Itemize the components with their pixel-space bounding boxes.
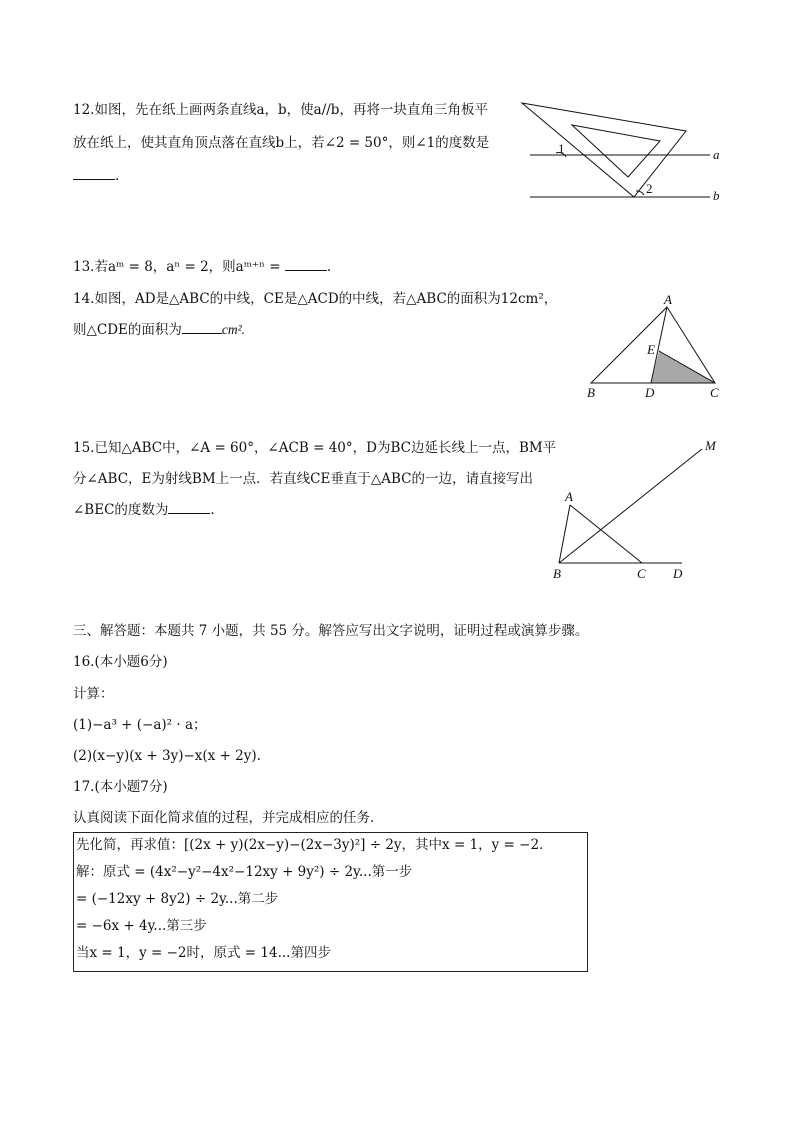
section-3-heading: 三、解答题：本题共 7 小题，共 55 分。解答应写出文字说明，证明过程或演算步骤。 — [73, 623, 589, 639]
q16-part-1: (1)−a³ + (−a)² · a； — [73, 717, 207, 733]
point-b-label: B — [553, 566, 561, 581]
triangle-inner — [572, 125, 660, 177]
q17-heading: 17.(本小题7分) — [73, 779, 168, 795]
point-d-label: D — [645, 385, 655, 400]
q17-solution-box — [73, 832, 588, 972]
point-d-label: D — [673, 566, 683, 581]
q16-intro: 计算： — [73, 686, 114, 702]
segment-ac — [570, 505, 642, 563]
q14-line-2: 则△CDE的面积为 cm². — [73, 322, 246, 338]
q12-figure — [520, 95, 730, 210]
q14-figure — [585, 290, 735, 405]
point-b-label: B — [587, 385, 595, 400]
angle-2-label: 2 — [646, 181, 653, 196]
line-b-label: b — [713, 188, 720, 203]
q12-line-2: 放在纸上，使其直角顶点落在直线b上，若∠2 = 50°，则∠1的度数是 — [73, 135, 490, 151]
q13-line: 13.若aᵐ = 8，aⁿ = 2，则aᵐ⁺ⁿ = . — [73, 259, 332, 275]
point-a-label: A — [565, 489, 573, 504]
q12-line-1: 12.如图，先在纸上画两条直线a，b，使a//b，再将一块直角三角板平 — [73, 102, 488, 118]
line-a-label: a — [713, 147, 720, 162]
answer-blank — [168, 500, 210, 514]
answer-blank — [285, 257, 327, 271]
box-line-3: = (−12xy + 8y2) ÷ 2y...第二步 — [76, 891, 279, 907]
angle-1-label: 1 — [558, 141, 565, 156]
box-line-2: 解：原式 = (4x²−y²−4x²−12xy + 9y²) ÷ 2y...第一步 — [76, 864, 413, 880]
q15-figure — [550, 435, 730, 585]
answer-blank — [73, 166, 115, 180]
segment-ab — [559, 505, 570, 563]
point-a-label: A — [664, 292, 672, 307]
point-c-label: C — [710, 385, 719, 400]
ray-bm — [559, 449, 702, 563]
point-c-label: C — [637, 566, 646, 581]
point-e-label: E — [647, 342, 655, 357]
answer-blank — [182, 320, 222, 334]
q17-intro: 认真阅读下面化简求值的过程，并完成相应的任务． — [73, 810, 384, 826]
point-m-label: M — [705, 438, 716, 453]
q15-line-3: ∠BEC的度数为 . — [73, 502, 215, 518]
q14-line-1: 14.如图，AD是△ABC的中线，CE是△ACD的中线，若△ABC的面积为12cm²， — [73, 291, 558, 307]
q12-line-3: . — [73, 166, 119, 186]
q15-line-1: 15.已知△ABC中，∠A = 60°，∠ACB = 40°，D为BC边延长线上一点，BM平 — [73, 440, 557, 456]
box-line-4: = −6x + 4y...第三步 — [76, 918, 207, 934]
q16-heading: 16.(本小题6分) — [73, 654, 168, 670]
q15-line-2: 分∠ABC，E为射线BM上一点．若直线CE垂直于△ABC的一边，请直接写出 — [73, 471, 533, 487]
triangle-outer — [522, 103, 686, 197]
box-line-1: 先化简，再求值：[(2x + y)(2x−y)−(2x−3y)²] ÷ 2y，其中x = 1，y = −2． — [76, 837, 553, 853]
box-line-5: 当x = 1，y = −2时，原式 = 14...第四步 — [76, 945, 331, 961]
q16-part-2: (2)(x−y)(x + 3y)−x(x + 2y). — [73, 748, 261, 764]
